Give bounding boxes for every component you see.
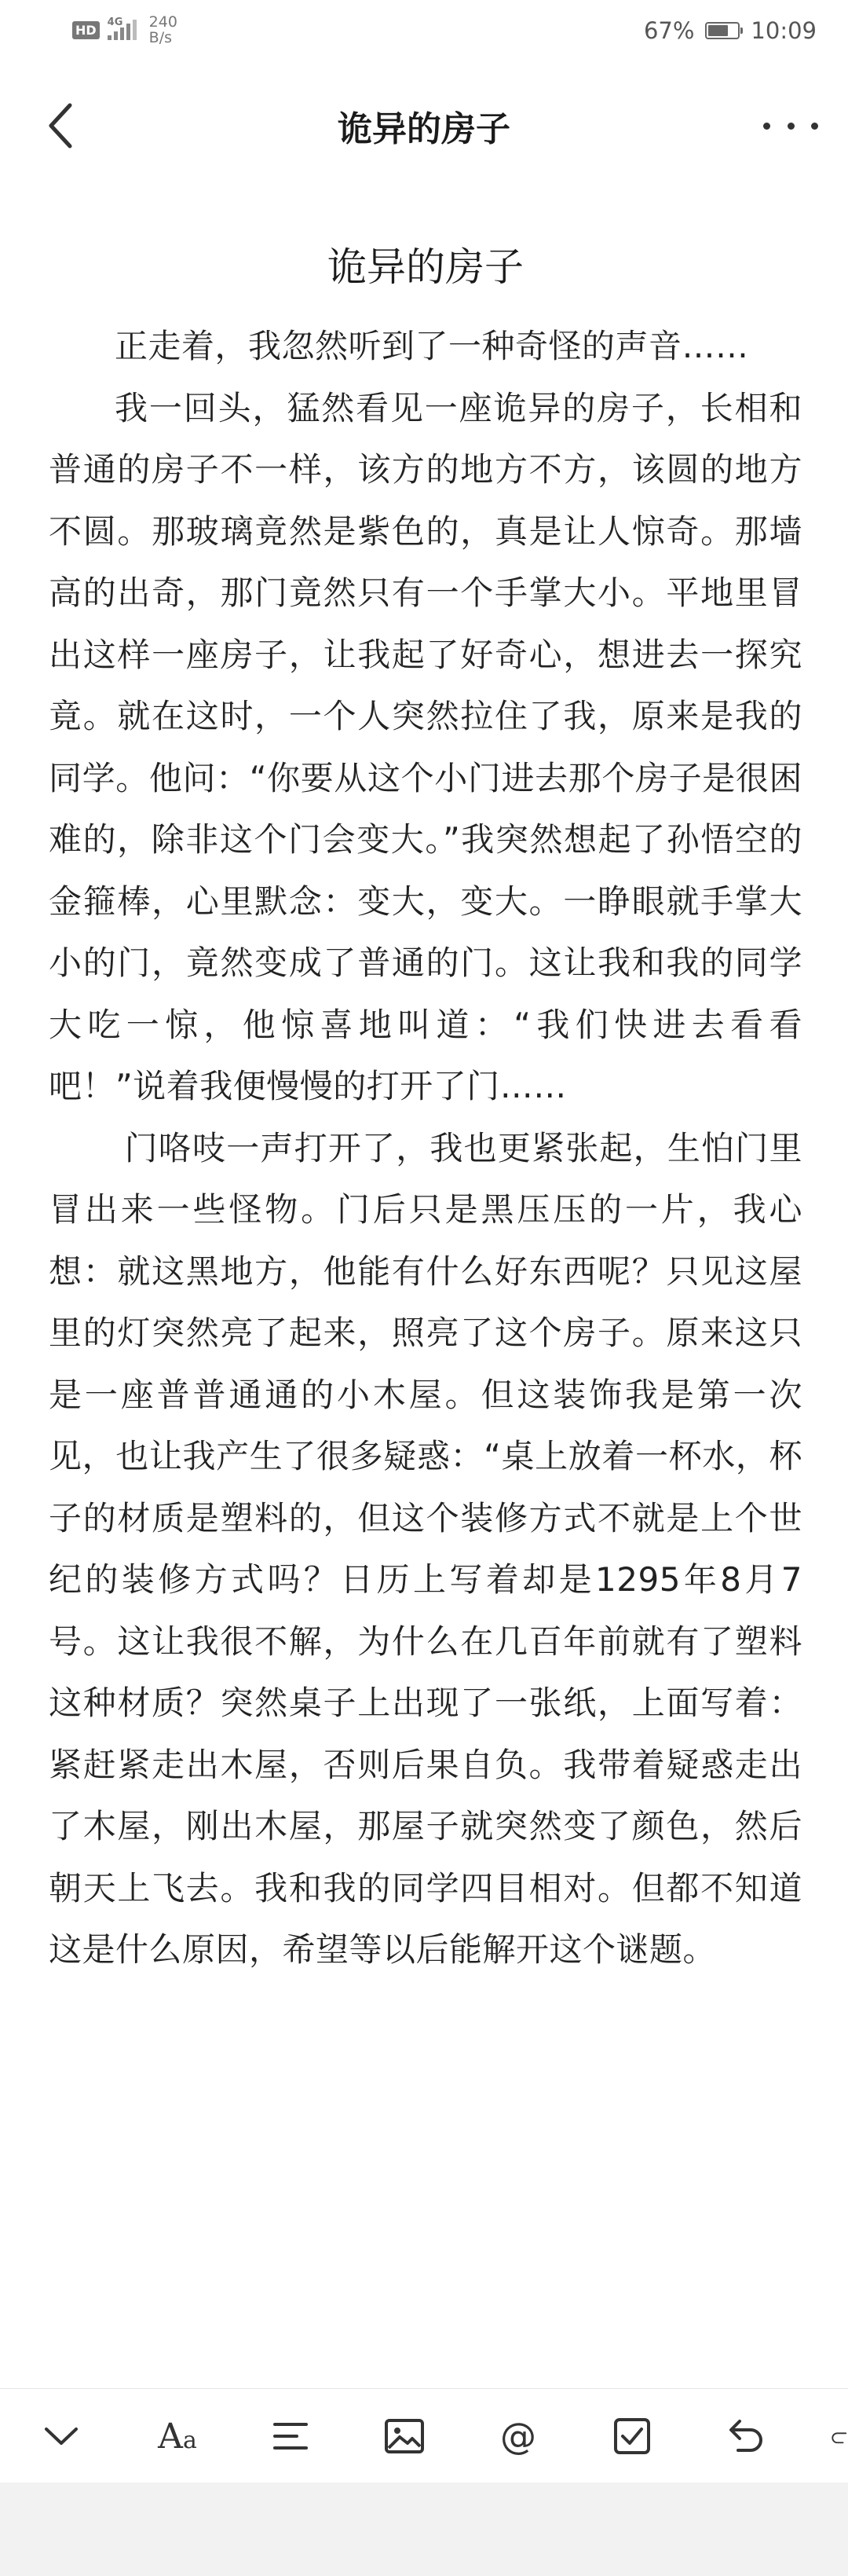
more-dot-icon [788,123,795,130]
more-dot-icon [763,123,770,130]
checklist-button[interactable] [607,2411,657,2461]
paragraph: 正走着，我忽然听到了一种奇怪的声音…… [115,327,749,365]
network-speed-unit: B/s [148,29,173,46]
paragraph: 门咯吱一声打开了，我也更紧张起，生怕门里冒出来一些怪物。门后只是黑压压的一片，我心想：就这黑地方，他能有什么好东西呢？只见这屋里的灯突然亮了起来，照亮了这个房子。原来这只是一座普普通通的小木屋。但这装饰我是第一次见，也让我产生了很多疑惑：“桌上放着一杯水，杯子的材质是塑料的，但这个装修方式不就是上个世纪的装修方式吗？日历上写着却是1295年8月7号。这让我很不解，为什么在几百年前就有了塑料这种材质？突然桌子上出现了一张纸，上面写着：紧赶紧走出木屋，否则后果自负。我带着疑惑走出了木屋，刚出木屋，那屋子就突然变了颜色，然后朝天上飞去。我和我的同学四目相对。但都不知道这是什么原因，希望等以后能解开这个谜题。 [49,1128,802,1969]
network-type: 4G [107,16,123,28]
article-body[interactable] [49,236,802,1981]
font-icon-main: A [158,2416,183,2457]
battery-fill [708,25,727,36]
align-icon [272,2420,309,2453]
font-icon [158,2417,197,2457]
chevron-down-icon [43,2424,79,2448]
text-format-button[interactable] [152,2411,203,2461]
more-dot-icon [811,123,818,130]
at-icon: @ [500,2415,536,2457]
redo-icon [831,2418,848,2454]
status-bar [0,0,848,66]
editor-toolbar [0,2388,848,2483]
undo-icon [727,2418,765,2454]
undo-button[interactable] [721,2411,771,2461]
mention-button[interactable] [493,2411,543,2461]
battery-icon [705,22,740,39]
collapse-keyboard-button[interactable] [36,2411,86,2461]
network-speed-value: 240 [148,13,177,31]
system-bottom-area [0,2483,848,2576]
image-icon [384,2418,425,2454]
paragraph: 我一回头，猛然看见一座诡异的房子，长相和普通的房子不一样，该方的地方不方，该圆的地方不圆。那玻璃竟然是紫色的，真是让人惊奇。那墙高的出奇，那门竟然只有一个手掌大小。平地里冒出这样一座房子，让我起了好奇心，想进去一探究竟。就在这时，一个人突然拉住了我，原来是我的同学。他问：“你要从这个小门进去那个房子是很困难的，除非这个门会变大。”我突然想起了孙悟空的金箍棒，心里默念：变大，变大。一睁眼就手掌大小的门，竟然变成了普通的门。这让我和我的同学大吃一惊，他惊喜地叫道：“我们快进去看看吧！”说着我便慢慢的打开了门…… [49,388,802,1105]
hd-badge: HD [72,21,100,39]
status-right [644,17,817,44]
article-title: 诡异的房子 [327,244,524,290]
status-left [72,14,177,46]
signal-icon [107,16,137,40]
redo-button[interactable] [831,2411,848,2461]
paragraph-align-button[interactable] [265,2411,316,2461]
more-options-button[interactable] [763,110,818,141]
checkbox-icon [613,2417,651,2455]
font-icon-sub: a [182,2426,197,2454]
battery-percent: 67% [643,17,695,44]
clock: 10:09 [751,17,817,44]
insert-image-button[interactable] [379,2411,429,2461]
nav-title: 诡异的房子 [338,109,510,149]
nav-bar [0,66,848,184]
network-speed [149,14,177,46]
